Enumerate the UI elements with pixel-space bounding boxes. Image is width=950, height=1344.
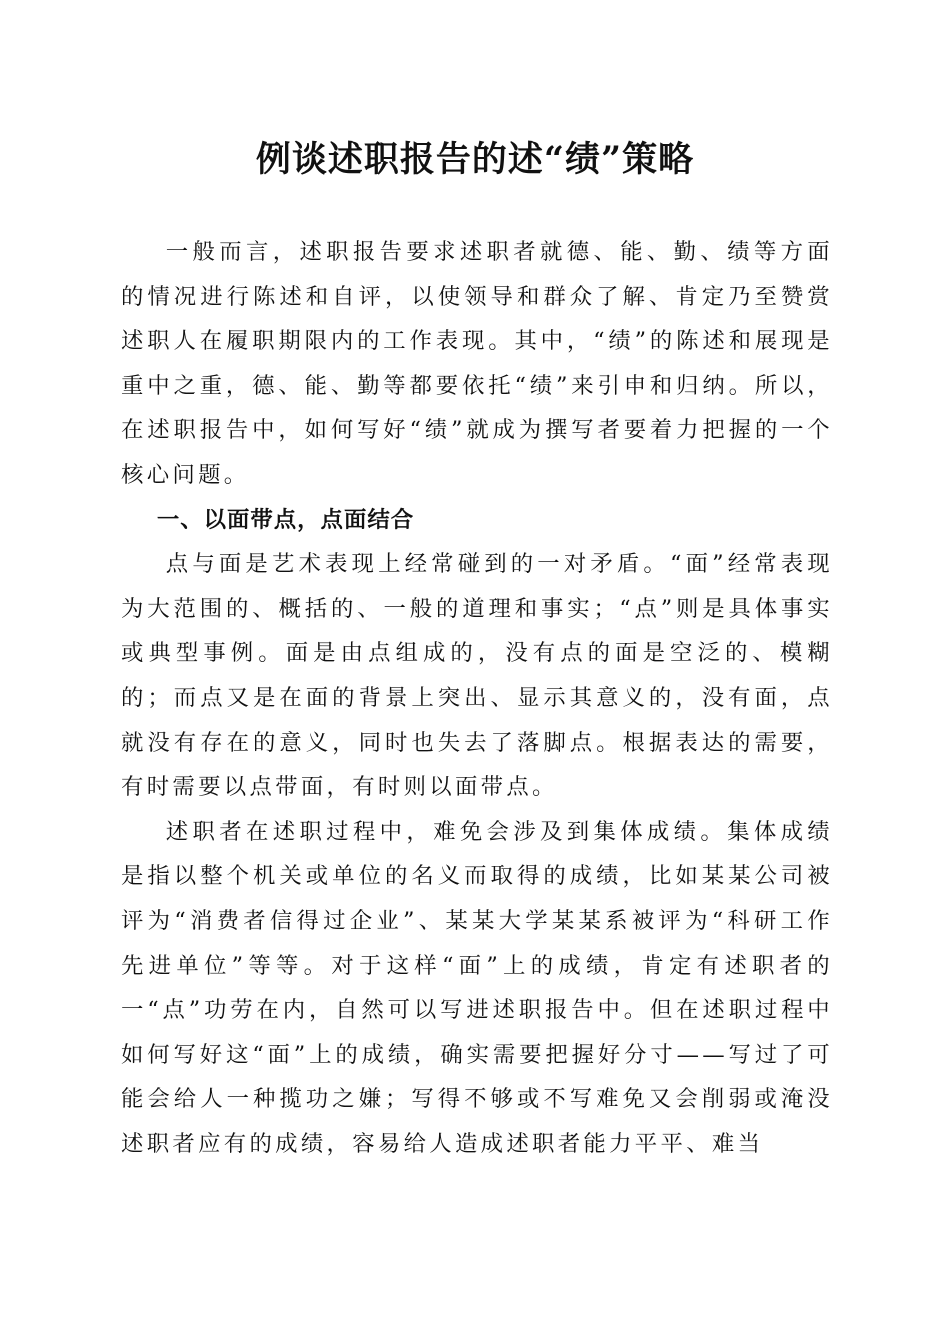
paragraph-intro: 一般而言，述职报告要求述职者就德、能、勤、绩等方面的情况进行陈述和自评，以使领导和群众了解、肯定乃至赞赏述职人在履职期限内的工作表现。其中，“绩”的陈述和展现是重中之重，德、能、勤等都要依托“绩”来引申和归纳。所以，在述职报告中，如何写好“绩”就成为撰写者要着力把握的一个核心问题。 bbox=[121, 239, 833, 488]
document-body bbox=[121, 230, 833, 1166]
paragraph-collective-achievement: 述职者在述职过程中，难免会涉及到集体成绩。集体成绩是指以整个机关或单位的名义而取得的成绩，比如某某公司被评为“消费者信得过企业”、某某大学某某系被评为“科研工作先进单位”等等。对于这样“面”上的成绩，肯定有述职者的一“点”功劳在内，自然可以写进述职报告中。但在述职过程中如何写好这“面”上的成绩，确实需要把握好分寸——写过了可能会给人一种揽功之嫌；写得不够或不写难免又会削弱或淹没述职者应有的成绩，容易给人造成述职者能力平平、难当 bbox=[121, 818, 833, 1157]
document-title: 例谈述职报告的述“绩”策略 bbox=[255, 139, 695, 180]
section-heading-1: 一、以面带点，点面结合 bbox=[156, 506, 415, 533]
paragraph-point-and-surface: 点与面是艺术表现上经常碰到的一对矛盾。“面”经常表现为大范围的、概括的、一般的道理和事实；“点”则是具体事实或典型事例。面是由点组成的，没有点的面是空泛的、模糊的；而点又是在面的背景上突出、显示其意义的，没有面，点就没有存在的意义，同时也失去了落脚点。根据表达的需要，有时需要以点带面，有时则以面带点。 bbox=[121, 551, 833, 801]
